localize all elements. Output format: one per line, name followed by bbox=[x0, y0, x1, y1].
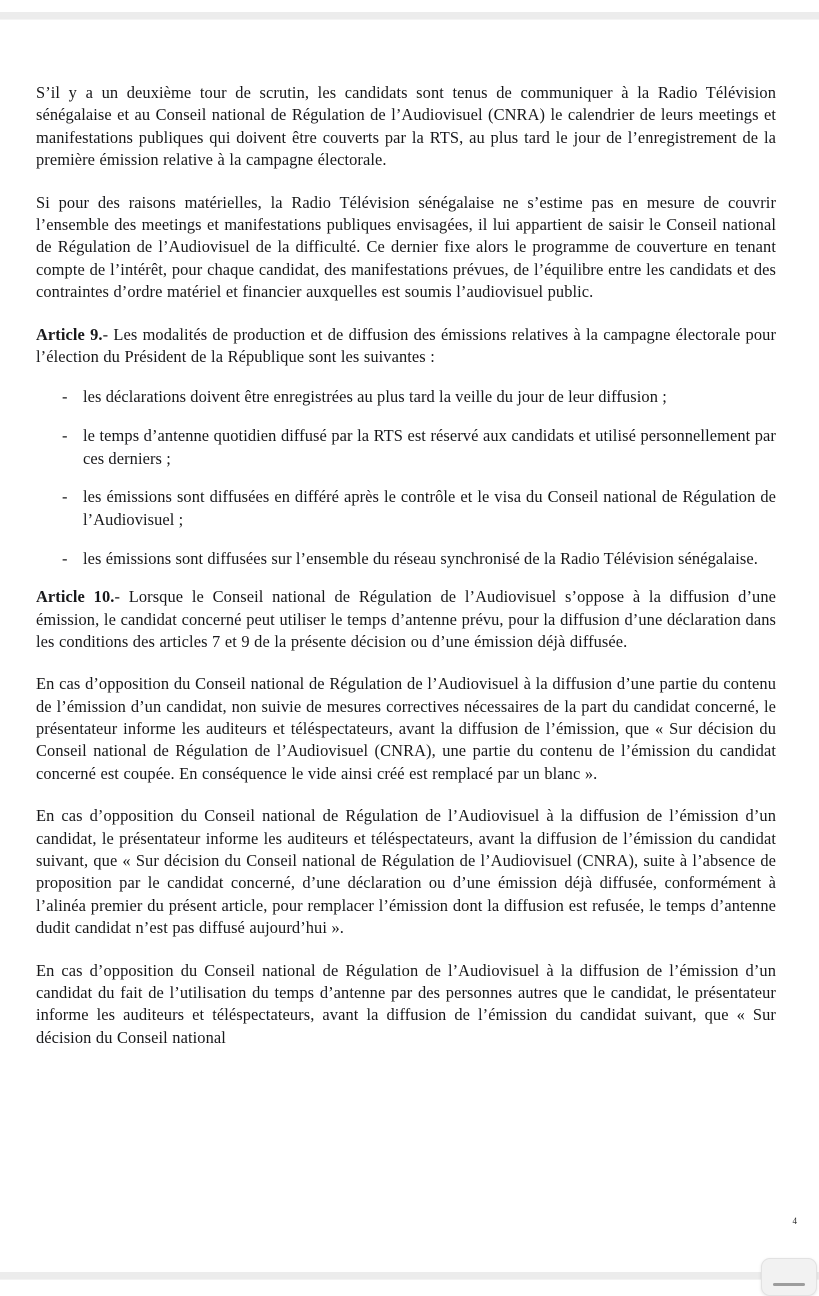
list-item-text: les déclarations doivent être enregistrées au plus tard la veille du jour de leur diffusion ; bbox=[83, 387, 667, 407]
list-item bbox=[36, 386, 776, 409]
paragraph-opposition-temps-antenne: En cas d’opposition du Conseil national de Régulation de l’Audiovisuel à la diffusion de l’émission d’un candidat du fait de l’utilisation du temps d’antenne par des personnes autres que le candidat, le présentateur informe les auditeurs et téléspectateurs, avant la diffusion de l’émission du candidat suivant, que « Sur décision du Conseil national bbox=[36, 960, 776, 1047]
document-page bbox=[0, 20, 819, 1272]
paragraph-raisons-materielles: Si pour des raisons matérielles, la Radio Télévision sénégalaise ne s’estime pas en mesure de couvrir l’ensemble des meetings et manifestations publiques envisagées, il lui appartient de saisir le Conseil national de Régulation de l’Audiovisuel de la difficulté. Ce dernier fixe alors le programme de couverture en tenant compte de l’intérêt, pour chaque candidat, des manifestations prévues, de l’équilibre entre les candidats et des contraintes d’ordre matériel et financier auxquelles est soumis l’audiovisuel public. bbox=[36, 192, 776, 302]
paragraph-opposition-partie-contenu: En cas d’opposition du Conseil national de Régulation de l’Audiovisuel à la diffusion d’une partie du contenu de l’émission d’un candidat, non suivie de mesures correctives nécessaires de la part du candidat concerné, le présentateur informe les auditeurs et téléspectateurs, avant la diffusion de l’émission, que « Sur décision du Conseil national de Régulation de l’Audiovisuel (CNRA), une partie du contenu de l’émission du candidat concerné est coupée. En conséquence le vide ainsi créé est remplacé par un blanc ». bbox=[36, 674, 776, 783]
page-separator-bottom bbox=[0, 1272, 819, 1279]
article-9-heading-paragraph bbox=[36, 324, 776, 369]
bullet-dash-icon: - bbox=[62, 548, 68, 568]
page-separator-top bbox=[0, 12, 819, 19]
page-text-body bbox=[36, 82, 776, 1069]
article-9-list bbox=[36, 386, 776, 570]
list-item bbox=[36, 548, 776, 571]
article-9-label: Article 9. bbox=[36, 324, 103, 344]
paragraph-opposition-emission: En cas d’opposition du Conseil national de Régulation de l’Audiovisuel à la diffusion de l’émission d’un candidat, le présentateur informe les auditeurs et téléspectateurs, avant la diffusion de l’émission du candidat suivant, que « Sur décision du Conseil national de Régulation de l’Audiovisuel (CNRA), suite à l’absence de proposition par le candidat concerné, d’une déclaration ou d’une émission déjà diffusée, conformément à l’alinéa premier du présent article, pour remplacer l’émission dont la diffusion est refusée, le temps d’antenne dudit candidat n’est pas diffusé aujourd’hui ». bbox=[36, 806, 776, 938]
minus-icon bbox=[773, 1283, 805, 1286]
article-9-intro-text: - Les modalités de production et de diffusion des émissions relatives à la campagne électorale pour l’élection du Président de la République sont les suivantes : bbox=[36, 324, 777, 366]
page-number: 4 bbox=[792, 1216, 797, 1226]
next-document-page bbox=[0, 1280, 819, 1290]
article-10-text: - Lorsque le Conseil national de Régulation de l’Audiovisuel s’oppose à la diffusion d’une émission, le candidat concerné peut utiliser le temps d’antenne prévu, pour la diffusion d’une déclaration dans les conditions des articles 7 et 9 de la présente décision ou d’une émission déjà diffusée. bbox=[36, 587, 777, 651]
bullet-dash-icon: - bbox=[62, 387, 68, 407]
list-item-text: les émissions sont diffusées sur l’ensemble du réseau synchronisé de la Radio Télévision sénégalaise. bbox=[83, 548, 758, 568]
viewer-floating-control[interactable] bbox=[761, 1258, 817, 1296]
list-item bbox=[36, 486, 776, 531]
list-item-text: les émissions sont diffusées en différé après le contrôle et le visa du Conseil national de Régulation de l’Audiovisuel ; bbox=[83, 487, 776, 529]
article-10-label: Article 10. bbox=[36, 587, 115, 607]
bullet-dash-icon: - bbox=[62, 487, 68, 507]
paragraph-deuxieme-tour: S’il y a un deuxième tour de scrutin, les candidats sont tenus de communiquer à la Radio Télévision sénégalaise et au Conseil national de Régulation de l’Audiovisuel (CNRA) le calendrier de leurs meetings et manifestations publiques qui doivent être couverts par la RTS, au plus tard le jour de l’enregistrement de la première émission relative à la campagne électorale. bbox=[36, 83, 776, 170]
bullet-dash-icon: - bbox=[62, 425, 68, 445]
article-10-paragraph bbox=[36, 586, 776, 653]
list-item bbox=[36, 425, 776, 470]
list-item-text: le temps d’antenne quotidien diffusé par la RTS est réservé aux candidats et utilisé personnellement par ces derniers ; bbox=[83, 425, 776, 468]
